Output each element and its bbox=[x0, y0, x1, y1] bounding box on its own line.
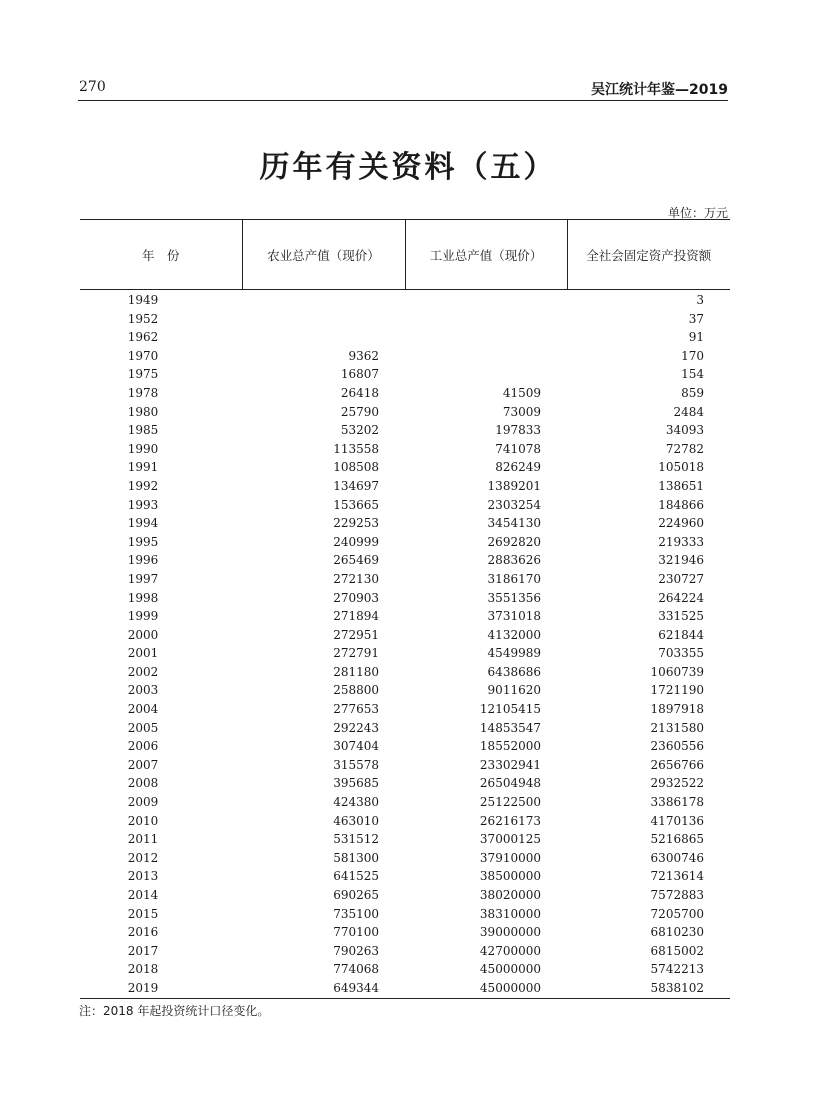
industrial-output-cell: 38020000 bbox=[479, 888, 541, 902]
table-row bbox=[80, 644, 730, 663]
table-row bbox=[80, 737, 730, 756]
year-cell: 2018 bbox=[127, 962, 159, 977]
industrial-output-cell: 2692820 bbox=[487, 534, 541, 549]
table-row bbox=[80, 514, 730, 533]
industrial-output-cell: 9011620 bbox=[487, 683, 541, 698]
table-row bbox=[80, 812, 730, 831]
table-row bbox=[80, 551, 730, 570]
table-row bbox=[80, 942, 730, 961]
fixed-asset-investment-cell: 224960 bbox=[658, 516, 704, 531]
year-cell: 2006 bbox=[127, 739, 159, 754]
fixed-asset-investment-cell: 154 bbox=[681, 367, 704, 382]
agriculture-output-cell: 25790 bbox=[340, 404, 379, 419]
fixed-asset-investment-cell: 2360556 bbox=[650, 739, 704, 754]
agriculture-output-cell: 26418 bbox=[340, 385, 379, 400]
table-row bbox=[80, 960, 730, 979]
table-row bbox=[80, 310, 730, 329]
agriculture-output-cell: 531512 bbox=[333, 832, 379, 847]
year-cell: 2005 bbox=[127, 720, 159, 735]
industrial-output-cell: 4132000 bbox=[487, 627, 541, 642]
year-cell: 1949 bbox=[127, 293, 159, 307]
table-bottom-rule bbox=[80, 998, 730, 999]
fixed-asset-investment-cell: 1721190 bbox=[650, 683, 704, 698]
industrial-output-cell: 1389201 bbox=[487, 478, 541, 493]
fixed-asset-investment-cell: 6815002 bbox=[650, 943, 704, 958]
year-cell: 2002 bbox=[127, 664, 159, 679]
agriculture-output-cell: 424380 bbox=[333, 795, 379, 810]
fixed-asset-investment-cell: 7213614 bbox=[650, 869, 704, 884]
agriculture-output-cell: 277653 bbox=[333, 702, 379, 717]
year-cell: 1990 bbox=[127, 441, 159, 456]
industrial-output-cell bbox=[405, 291, 567, 310]
fixed-asset-investment-cell: 184866 bbox=[658, 497, 704, 512]
table-row bbox=[80, 626, 730, 645]
fixed-asset-investment-cell: 321946 bbox=[658, 553, 704, 568]
agriculture-output-cell: 153665 bbox=[333, 497, 379, 512]
fixed-asset-investment-cell: 264224 bbox=[658, 590, 704, 605]
data-table bbox=[80, 219, 730, 998]
agriculture-output-cell bbox=[242, 310, 405, 329]
industrial-output-cell bbox=[405, 365, 567, 384]
year-cell: 2015 bbox=[127, 906, 159, 921]
industrial-output-cell: 826249 bbox=[495, 460, 541, 475]
table-row bbox=[80, 291, 730, 310]
table-row bbox=[80, 347, 730, 366]
year-cell: 2016 bbox=[127, 925, 159, 940]
table-row bbox=[80, 589, 730, 608]
industrial-output-cell: 45000000 bbox=[479, 980, 541, 995]
header-rule bbox=[78, 100, 728, 101]
agriculture-output-cell: 463010 bbox=[333, 813, 379, 828]
agriculture-output-cell: 272791 bbox=[333, 646, 379, 661]
industrial-output-cell: 45000000 bbox=[479, 962, 541, 977]
table-row bbox=[80, 793, 730, 812]
fixed-asset-investment-cell: 105018 bbox=[658, 460, 704, 475]
industrial-output-cell: 38500000 bbox=[479, 869, 541, 884]
column-header-year: 年 份 bbox=[80, 220, 242, 290]
fixed-asset-investment-cell: 219333 bbox=[658, 534, 704, 549]
year-cell: 2004 bbox=[127, 702, 159, 717]
statistics-table bbox=[80, 219, 730, 999]
industrial-output-cell: 41509 bbox=[502, 385, 541, 400]
fixed-asset-investment-cell: 1897918 bbox=[650, 702, 704, 717]
table-body bbox=[80, 290, 730, 998]
agriculture-output-cell: 774068 bbox=[333, 962, 379, 977]
fixed-asset-investment-cell: 6300746 bbox=[650, 850, 704, 865]
year-cell: 2012 bbox=[127, 850, 159, 865]
year-cell: 1995 bbox=[127, 534, 159, 549]
table-row bbox=[80, 496, 730, 515]
industrial-output-cell: 197833 bbox=[495, 423, 541, 438]
agriculture-output-cell: 315578 bbox=[333, 757, 379, 772]
agriculture-output-cell bbox=[242, 328, 405, 347]
agriculture-output-cell: 790263 bbox=[333, 943, 379, 958]
agriculture-output-cell: 307404 bbox=[333, 739, 379, 754]
industrial-output-cell: 741078 bbox=[495, 441, 541, 456]
table-row bbox=[80, 756, 730, 775]
column-header-agriculture-output: 农业总产值（现价） bbox=[242, 220, 405, 290]
fixed-asset-investment-cell: 703355 bbox=[658, 646, 704, 661]
footnote: 注：2018 年起投资统计口径变化。 bbox=[79, 1004, 270, 1018]
industrial-output-cell: 6438686 bbox=[487, 664, 541, 679]
table-row bbox=[80, 365, 730, 384]
industrial-output-cell: 2883626 bbox=[487, 553, 541, 568]
table-row bbox=[80, 570, 730, 589]
agriculture-output-cell: 265469 bbox=[333, 553, 379, 568]
fixed-asset-investment-cell: 138651 bbox=[658, 478, 704, 493]
fixed-asset-investment-cell: 91 bbox=[688, 330, 704, 345]
agriculture-output-cell: 735100 bbox=[333, 906, 379, 921]
fixed-asset-investment-cell: 72782 bbox=[665, 441, 704, 456]
page-title: 历年有关资料（五） bbox=[259, 150, 557, 185]
year-cell: 2008 bbox=[127, 776, 159, 791]
table-row bbox=[80, 681, 730, 700]
year-cell: 1952 bbox=[127, 311, 159, 326]
fixed-asset-investment-cell: 2656766 bbox=[650, 757, 704, 772]
industrial-output-cell: 12105415 bbox=[479, 702, 541, 717]
fixed-asset-investment-cell: 2131580 bbox=[650, 720, 704, 735]
table-row bbox=[80, 458, 730, 477]
table-row bbox=[80, 905, 730, 924]
table-row bbox=[80, 830, 730, 849]
agriculture-output-cell: 395685 bbox=[333, 776, 379, 791]
table-row bbox=[80, 719, 730, 738]
fixed-asset-investment-cell: 3386178 bbox=[650, 795, 704, 810]
year-cell: 1999 bbox=[127, 609, 159, 624]
agriculture-output-cell: 581300 bbox=[333, 850, 379, 865]
unit-label: 单位：万元 bbox=[667, 206, 728, 220]
table-row bbox=[80, 849, 730, 868]
year-cell: 1962 bbox=[127, 330, 159, 345]
table-row bbox=[80, 421, 730, 440]
industrial-output-cell: 38310000 bbox=[479, 906, 541, 921]
year-cell: 2011 bbox=[127, 832, 159, 847]
year-cell: 1978 bbox=[127, 385, 159, 400]
agriculture-output-cell: 272951 bbox=[333, 627, 379, 642]
year-cell: 2000 bbox=[127, 627, 159, 642]
industrial-output-cell: 42700000 bbox=[479, 943, 541, 958]
agriculture-output-cell: 770100 bbox=[333, 925, 379, 940]
agriculture-output-cell: 258800 bbox=[333, 683, 379, 698]
table-row bbox=[80, 440, 730, 459]
agriculture-output-cell: 690265 bbox=[333, 888, 379, 902]
agriculture-output-cell: 649344 bbox=[333, 980, 379, 995]
industrial-output-cell: 39000000 bbox=[479, 925, 541, 940]
column-header-industrial-output: 工业总产值（现价） bbox=[405, 220, 567, 290]
agriculture-output-cell: 240999 bbox=[333, 534, 379, 549]
fixed-asset-investment-cell: 7572883 bbox=[650, 888, 704, 902]
year-cell: 2019 bbox=[127, 980, 159, 995]
year-cell: 1991 bbox=[127, 460, 159, 475]
fixed-asset-investment-cell: 6810230 bbox=[650, 925, 704, 940]
industrial-output-cell bbox=[405, 310, 567, 329]
fixed-asset-investment-cell: 4170136 bbox=[650, 813, 704, 828]
column-header-fixed-asset-investment: 全社会固定资产投资额 bbox=[567, 220, 730, 290]
year-cell: 2003 bbox=[127, 683, 159, 698]
agriculture-output-cell: 272130 bbox=[333, 571, 379, 586]
table-header-row bbox=[80, 220, 730, 290]
fixed-asset-investment-cell: 5742213 bbox=[650, 962, 704, 977]
year-cell: 1980 bbox=[127, 404, 159, 419]
table-row bbox=[80, 403, 730, 422]
industrial-output-cell: 18552000 bbox=[479, 739, 541, 754]
table-row bbox=[80, 328, 730, 347]
fixed-asset-investment-cell: 230727 bbox=[658, 571, 704, 586]
year-cell: 1970 bbox=[127, 348, 159, 363]
fixed-asset-investment-cell: 170 bbox=[681, 348, 704, 363]
industrial-output-cell: 4549989 bbox=[487, 646, 541, 661]
year-cell: 1985 bbox=[127, 423, 159, 438]
agriculture-output-cell: 108508 bbox=[333, 460, 379, 475]
industrial-output-cell: 37000125 bbox=[479, 832, 541, 847]
running-title: 吴江统计年鉴—2019 bbox=[591, 82, 728, 98]
year-cell: 2014 bbox=[127, 888, 159, 902]
table-row bbox=[80, 384, 730, 403]
fixed-asset-investment-cell: 621844 bbox=[658, 627, 704, 642]
table-row bbox=[80, 477, 730, 496]
industrial-output-cell: 23302941 bbox=[479, 757, 541, 772]
year-cell: 2001 bbox=[127, 646, 159, 661]
agriculture-output-cell: 292243 bbox=[333, 720, 379, 735]
year-cell: 1998 bbox=[127, 590, 159, 605]
industrial-output-cell: 37910000 bbox=[479, 850, 541, 865]
agriculture-output-cell: 229253 bbox=[333, 516, 379, 531]
industrial-output-cell: 3731018 bbox=[487, 609, 541, 624]
table-row bbox=[80, 923, 730, 942]
fixed-asset-investment-cell: 331525 bbox=[658, 609, 704, 624]
fixed-asset-investment-cell: 2484 bbox=[673, 404, 704, 419]
industrial-output-cell: 3454130 bbox=[487, 516, 541, 531]
agriculture-output-cell: 113558 bbox=[333, 441, 379, 456]
industrial-output-cell: 25122500 bbox=[479, 795, 541, 810]
industrial-output-cell bbox=[405, 347, 567, 366]
year-cell: 1994 bbox=[127, 516, 159, 531]
agriculture-output-cell: 53202 bbox=[340, 423, 379, 438]
table-row bbox=[80, 774, 730, 793]
year-cell: 2017 bbox=[127, 943, 159, 958]
fixed-asset-investment-cell: 5838102 bbox=[650, 980, 704, 995]
page-number: 270 bbox=[79, 79, 106, 95]
year-cell: 2007 bbox=[127, 757, 159, 772]
fixed-asset-investment-cell: 3 bbox=[696, 293, 704, 307]
agriculture-output-cell: 16807 bbox=[340, 367, 379, 382]
fixed-asset-investment-cell: 5216865 bbox=[650, 832, 704, 847]
year-cell: 2009 bbox=[127, 795, 159, 810]
agriculture-output-cell: 270903 bbox=[333, 590, 379, 605]
industrial-output-cell: 2303254 bbox=[487, 497, 541, 512]
year-cell: 1992 bbox=[127, 478, 159, 493]
fixed-asset-investment-cell: 7205700 bbox=[650, 906, 704, 921]
industrial-output-cell: 14853547 bbox=[479, 720, 541, 735]
table-row bbox=[80, 700, 730, 719]
fixed-asset-investment-cell: 859 bbox=[681, 385, 704, 400]
industrial-output-cell: 26216173 bbox=[479, 813, 541, 828]
industrial-output-cell: 3186170 bbox=[487, 571, 541, 586]
table-row bbox=[80, 607, 730, 626]
year-cell: 1975 bbox=[127, 367, 159, 382]
table-row bbox=[80, 979, 730, 998]
table-row bbox=[80, 886, 730, 905]
agriculture-output-cell: 271894 bbox=[333, 609, 379, 624]
table-row bbox=[80, 867, 730, 886]
agriculture-output-cell bbox=[242, 291, 405, 310]
table-row bbox=[80, 533, 730, 552]
industrial-output-cell bbox=[405, 328, 567, 347]
industrial-output-cell: 3551356 bbox=[487, 590, 541, 605]
fixed-asset-investment-cell: 37 bbox=[688, 311, 704, 326]
year-cell: 1996 bbox=[127, 553, 159, 568]
industrial-output-cell: 73009 bbox=[502, 404, 541, 419]
agriculture-output-cell: 281180 bbox=[333, 664, 379, 679]
agriculture-output-cell: 9362 bbox=[348, 348, 379, 363]
fixed-asset-investment-cell: 2932522 bbox=[650, 776, 704, 791]
industrial-output-cell: 26504948 bbox=[479, 776, 541, 791]
year-cell: 2013 bbox=[127, 869, 159, 884]
agriculture-output-cell: 134697 bbox=[333, 478, 379, 493]
year-cell: 1997 bbox=[127, 571, 159, 586]
fixed-asset-investment-cell: 34093 bbox=[665, 423, 704, 438]
year-cell: 2010 bbox=[127, 813, 159, 828]
fixed-asset-investment-cell: 1060739 bbox=[650, 664, 704, 679]
year-cell: 1993 bbox=[127, 497, 159, 512]
agriculture-output-cell: 641525 bbox=[333, 869, 379, 884]
table-row bbox=[80, 663, 730, 682]
